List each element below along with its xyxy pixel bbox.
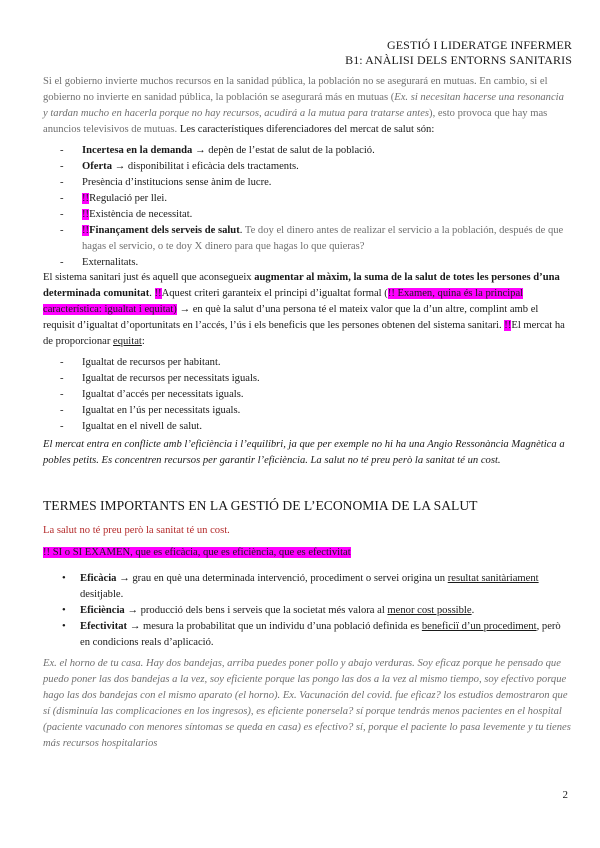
list-item (60, 387, 570, 403)
intro-text: Si el gobierno invierte muchos recursos en la sanidad pública, la población no se asegurará en mutuas. En cambio, si el gobierno no invierte en sanidad pública, la población se asegurará más en mutuas ( (43, 76, 548, 103)
arrow: → (112, 161, 128, 172)
term-item (60, 571, 570, 603)
arrow: → (192, 145, 209, 156)
list-item (60, 207, 570, 223)
list-item (60, 143, 570, 159)
intro-lead: Les característiques diferenciadores del mercat de salut són: (179, 124, 435, 135)
system-paragraph (43, 270, 571, 350)
term-name: Eficàcia (80, 573, 117, 584)
system-text-d: en què la salut d’una persona té el mateix valor que la d’un altre, complint amb el requisit d’igualtat d’oportunitats en l’accés, l’ús i els beneficis que les persones obtenen del sistema sanitari. (43, 304, 539, 331)
item-text: . (239, 225, 245, 236)
item-text: depèn de l’estat de salut de la població. (208, 145, 375, 156)
dash-bullet: - (60, 145, 64, 156)
term-definition: grau en què una determinada intervenció, procediment o servei origina un (132, 573, 448, 584)
list-item (60, 175, 570, 191)
term-key-phrase: beneficiï d’un procediment (421, 621, 537, 632)
list-item (60, 371, 570, 387)
dash-bullet: - (60, 209, 64, 220)
dash-bullet: - (60, 177, 64, 188)
term-definition: producció dels bens i serveis que la societat més valora al (140, 605, 388, 616)
dash-bullet: - (60, 389, 64, 400)
term-tail: . (471, 605, 475, 616)
arrow: → (127, 621, 143, 632)
list-item (60, 159, 570, 175)
list-item (60, 223, 570, 255)
term-key-phrase: menor cost possible (387, 605, 472, 616)
term-item (60, 603, 570, 619)
system-bold: augmentar al màxim, la suma de la salut de totes les persones d’una determinada comunitat (43, 272, 560, 299)
bullet-dot: • (62, 573, 66, 584)
bullet-dot: • (62, 605, 66, 616)
header-course-title: GESTIÓ I LIDERATGE INFERMER (386, 38, 572, 52)
exam-line: !! SI o SI EXAMEN, que es eficàcia, que es eficiència, que es efectivitat (43, 547, 351, 558)
system-text-a: El sistema sanitari just és aquell que aconsegueix (43, 272, 255, 283)
list-item (60, 403, 570, 419)
list-item (60, 255, 570, 271)
header-block-title: B1: ANÀLISI DELS ENTORNS SANITARIS (345, 53, 572, 67)
system-text-c: Aquest criteri garanteix el principi d’igualtat formal ( (161, 288, 388, 299)
item-text: Regulació per llei. (89, 193, 168, 204)
term-item (60, 619, 570, 651)
dash-bullet: - (60, 421, 64, 432)
item-text: Externalitats. (82, 257, 139, 268)
item-term: Oferta (82, 161, 112, 172)
dash-bullet: - (60, 193, 64, 204)
item-text: Igualtat d’accés per necessitats iguals. (82, 389, 244, 400)
bullet-dot: • (62, 621, 66, 632)
important-marker: !! (82, 193, 90, 204)
characteristics-list (60, 143, 570, 271)
term-definition: mesura la probabilitat que un individu d’una població definida es (142, 621, 422, 632)
exam-highlight: !! Examen, quina és la principal característica: igualtat i equitat) (43, 288, 524, 315)
arrow: → (176, 304, 193, 315)
item-text: disponibilitat i eficàcia dels tractaments. (127, 161, 299, 172)
equality-list (60, 355, 570, 435)
dash-bullet: - (60, 373, 64, 384)
item-note: Te doy el dinero antes de realizar el servicio a la población, después de que hagas el servicio, o te doy X dinero para que hagas lo que quieras? (82, 225, 564, 252)
item-text: Igualtat de recursos per habitant. (82, 357, 221, 368)
item-text: Igualtat de recursos per necessitats iguals. (82, 373, 260, 384)
important-marker: !! (82, 209, 90, 220)
equitat-word: equitat (113, 336, 142, 347)
section-heading: TERMES IMPORTANTS EN LA GESTIÓ DE L’ECONOMIA DE LA SALUT (43, 498, 478, 513)
item-text: Existència de necessitat. (89, 209, 193, 220)
dash-bullet: - (60, 405, 64, 416)
dash-bullet: - (60, 357, 64, 368)
intro-paragraph (43, 74, 571, 138)
item-text: Igualtat en l’ús per necessitats iguals. (82, 405, 241, 416)
arrow: → (124, 605, 141, 616)
conflict-note: El mercat entra en conflicte amb l’eficiència i l’equilibri, ja que per exemple no hi ha una Angio Ressonància Magnètica a pobles petits. Es concentren recursos per garantir l’eficiència. La salut no té preu però la sanitat té un cost. (43, 439, 565, 466)
arrow: → (116, 573, 133, 584)
item-term: Incertesa en la demanda (82, 145, 193, 156)
terms-list (60, 571, 570, 651)
dash-bullet: - (60, 225, 64, 236)
term-tail: , però en condicions reals d’aplicació. (80, 621, 561, 648)
system-text-f: : (141, 336, 145, 347)
intro-text-end: ), esto provoca que hay mas anuncios televisivos de mutuas. (43, 108, 548, 135)
important-marker: !! (82, 225, 90, 236)
dash-bullet: - (60, 161, 64, 172)
page-number: 2 (562, 789, 568, 801)
intro-example: Ex. si necesitan hacerse una resonancia y tardan mucho en hacerla porque no hay recursos, acudirá a la mutua para tratarse antes (43, 92, 564, 119)
dash-bullet: - (60, 257, 64, 268)
item-text: Igualtat en el nivell de salut. (82, 421, 203, 432)
system-text-e: El mercat ha de proporcionar (43, 320, 565, 347)
item-text: Presència d’institucions sense ànim de lucre. (82, 177, 272, 188)
page-header (345, 38, 572, 68)
term-key-phrase: resultat sanitàriament (447, 573, 539, 584)
term-name: Efectivitat (80, 621, 128, 632)
term-name: Eficiència (80, 605, 125, 616)
section-red-line: La salut no té preu però la sanitat té un cost. (43, 525, 230, 536)
example-paragraph: Ex. el horno de tu casa. Hay dos bandejas, arriba puedes poner pollo y abajo verduras. Soy eficaz porque he pensado que puedo poner las dos bandejas a la vez, soy eficiente porque las pongo las dos a la vez al mismo tiempo, soy efectivo porque hago las dos bandejas con el mismo aparato (el horno). Ex. Vacunación del covid. fue eficaz? los estudios demostraron que sí (disminuía las complicaciones en los ingresos), es eficiente ponersela? sí porque tendrás menos pacientes en el hospital (paciente vacunado con menores síntomas se queda en casa) es efectivo? sí, porque el paciente lo pasa levemente y tu tienes más recursos hospitalarios (43, 658, 571, 749)
item-term: Finançament dels serveis de salut (89, 225, 240, 236)
list-item (60, 419, 570, 435)
term-tail: desitjable. (80, 589, 124, 600)
system-text-b: . (149, 288, 155, 299)
list-item (60, 191, 570, 207)
important-marker: !! (154, 288, 162, 299)
important-marker: !! (504, 320, 512, 331)
exam-line-wrapper (43, 545, 571, 561)
list-item (60, 355, 570, 371)
